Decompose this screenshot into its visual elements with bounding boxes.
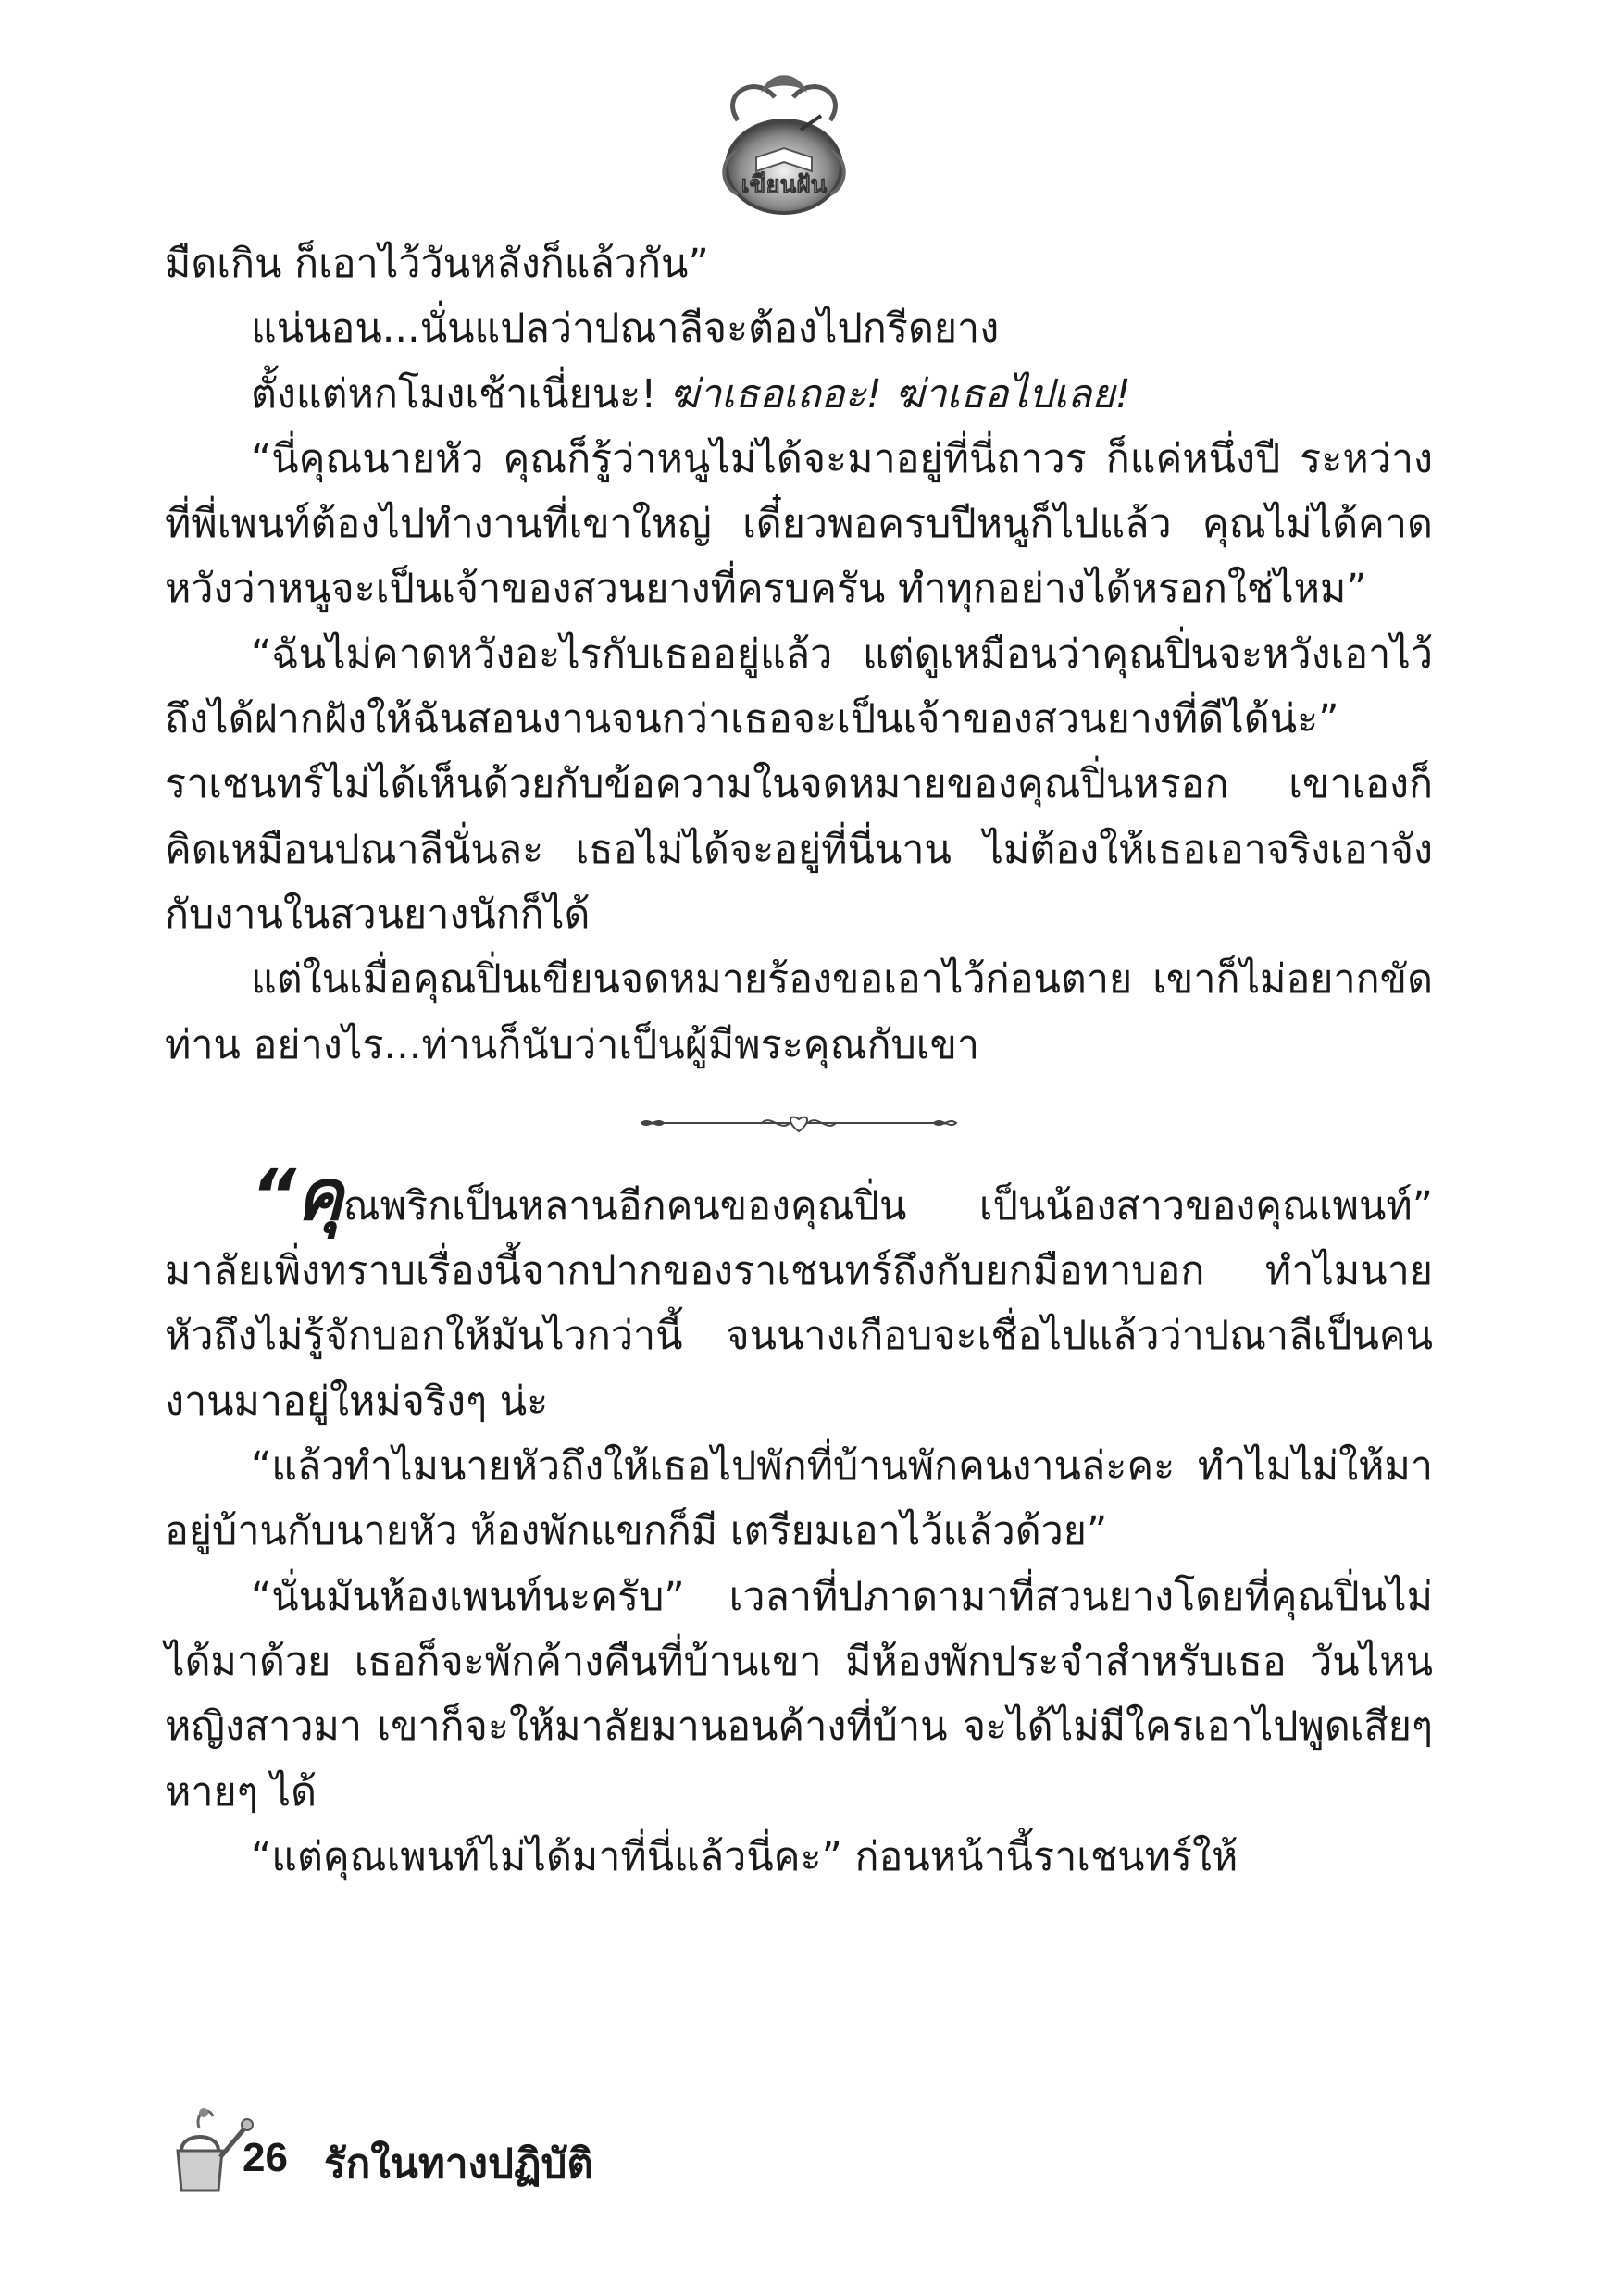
- page-number: 26: [243, 2135, 288, 2180]
- section-divider: [165, 1085, 1433, 1161]
- paragraph: แต่ในเมื่อคุณปิ่นเขียนจดหมายร้องขอเอาไว้ก่อนตาย เขาก็ไม่อยากขัดท่าน อย่างไร...ท่านก็นับว่าเป็นผู้มีพระคุณกับเขา: [165, 956, 1433, 1068]
- italic-exclamation: ฆ่าเธอเถอะ! ฆ่าเธอไปเลย!: [669, 370, 1131, 418]
- paragraph: “ฉันไม่คาดหวังอะไรกับเธออยู่แล้ว แต่ดูเหมือนว่าคุณปิ่นจะหวังเอาไว้ ถึงได้ฝากฝังให้ฉันสอนงานจนกว่าเธอจะเป็นเจ้าของสวนยางที่ดีได้น่ะ” ราเชนทร์ไม่ได้เห็นด้วยกับข้อความในจดหมายของคุณปิ่นหรอก เขาเองก็คิดเหมือนปณาลีนั่นละ เธอไม่ได้จะอยู่ที่นี่นาน ไม่ต้องให้เธอเอาจริงเอาจังกับงานในสวนยางนักก็ได้: [165, 630, 1433, 938]
- paragraph-text: ณพริกเป็นหลานอีกคนของคุณปิ่น เป็นน้องสาวของคุณเพนท์” มาลัยเพิ่งทราบเรื่องนี้จากปากของราเชนทร์ถึงกับยกมือทาบอก ทำไมนายหัวถึงไม่รู้จักบอกให้มันไวกว่านี้ จนนางเกือบจะเชื่อไปแล้วว่าปณาลีเป็นคนงานมาอยู่ใหม่จริงๆ น่ะ: [165, 1182, 1433, 1425]
- book-title: รักในทางปฏิบัติ: [324, 2140, 594, 2188]
- paragraph: มืดเกิน ก็เอาไว้วันหลังก็แล้วกัน”: [165, 241, 709, 287]
- paragraph: แน่นอน...นั่นแปลว่าปณาลีจะต้องไปกรีดยาง: [251, 306, 1000, 353]
- paragraph: [165, 362, 1433, 427]
- paragraph: [165, 1153, 1433, 1434]
- logo-text: เขียนฝัน: [741, 171, 828, 199]
- watering-can-icon: [157, 2100, 255, 2197]
- ornament-divider-icon: [632, 1109, 965, 1137]
- page-footer: [157, 2100, 805, 2202]
- paragraph: “นั่นมันห้องเพนท์นะครับ” เวลาที่ปภาดามาที่สวนยางโดยที่คุณปิ่นไม่ได้มาด้วย เธอก็จะพักค้างคืนที่บ้านเขา มีห้องพักประจำสำหรับเธอ วันไหนหญิงสาวมา เขาก็จะให้มาลัยมานอนค้างที่บ้าน จะได้ไม่มีใครเอาไปพูดเสียๆ หายๆ ได้: [165, 1573, 1433, 1816]
- publisher-logo: [682, 65, 886, 222]
- paragraph-text: ตั้งแต่หกโมงเช้าเนี่ยนะ!: [251, 370, 670, 418]
- paragraph: “นี่คุณนายหัว คุณก็รู้ว่าหนูไม่ได้จะมาอยู่ที่นี่ถาวร ก็แค่หนึ่งปี ระหว่างที่พี่เพนท์ต้องไปทำงานที่เขาใหญ่ เดี๋ยวพอครบปีหนูก็ไปแล้ว คุณไม่ได้คาดหวังว่าหนูจะเป็นเจ้าของสวนยางที่ครบครัน ทำทุกอย่างได้หรอกใช่ไหม”: [165, 435, 1433, 613]
- drop-cap: “คุ: [251, 1153, 343, 1236]
- paragraph: “แต่คุณเพนท์ไม่ได้มาที่นี่แล้วนี่คะ” ก่อนหน้านี้ราเชนทร์ให้: [251, 1833, 1238, 1880]
- page-body: [165, 231, 1433, 1890]
- paragraph: “แล้วทำไมนายหัวถึงให้เธอไปพักที่บ้านพักคนงานล่ะคะ ทำไมไม่ให้มาอยู่บ้านกับนายหัว ห้องพักแขกก็มี เตรียมเอาไว้แล้วด้วย”: [165, 1443, 1433, 1555]
